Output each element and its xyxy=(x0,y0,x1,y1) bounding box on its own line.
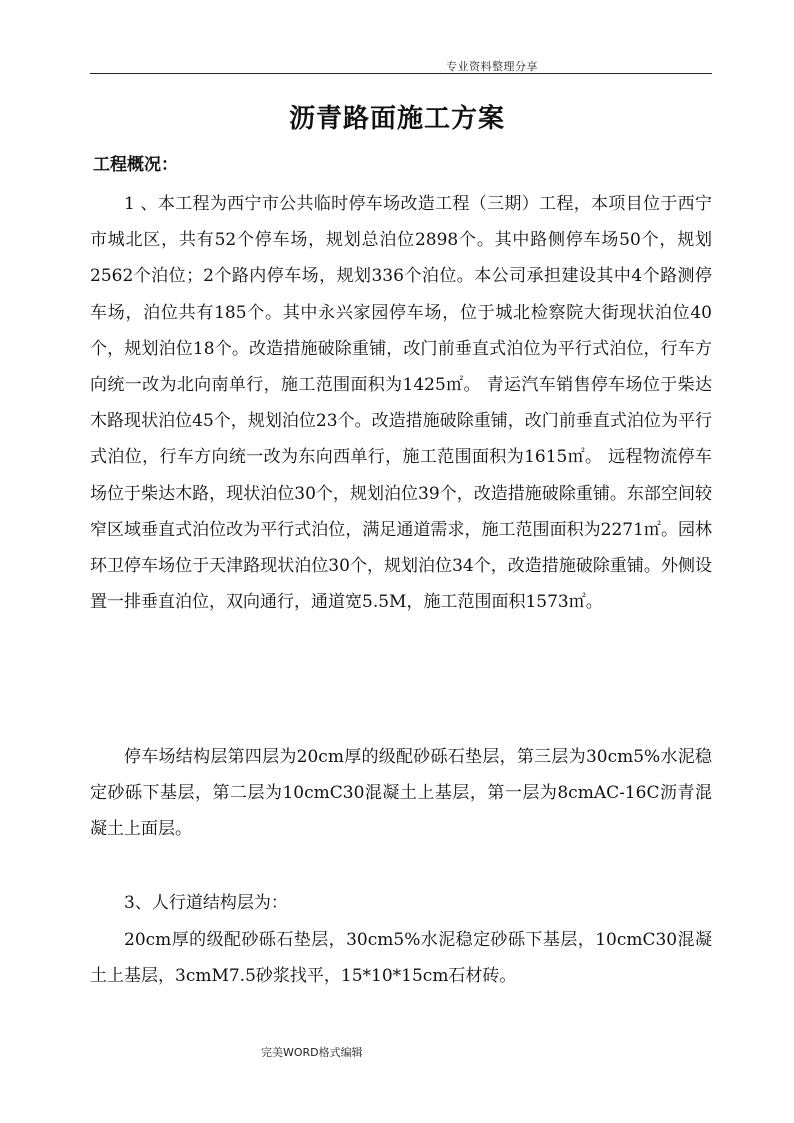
paragraph-parking-structure: 停车场结构层第四层为20cm厚的级配砂砾石垫层，第三层为30cm5%水泥稳定砂砾下基层，第二层为10cmC30混凝土上基层，第一层为8cmAC-16C沥青混凝土上面层。 xyxy=(90,747,712,840)
paragraph-sidewalk-structure: 20cm厚的级配砂砾石垫层，30cm5%水泥稳定砂砾下基层，10cmC30混凝土上基层，3cmM7.5砂浆找平，15*10*15cm石材砖。 xyxy=(90,930,712,987)
page-header-text: 专业资料整理分享 xyxy=(446,60,538,73)
section-heading: 工程概况： xyxy=(93,155,178,175)
paragraph-sidewalk-heading: 3、人行道结构层为： xyxy=(124,893,288,913)
paragraph-project-overview: 1 、本工程为西宁市公共临时停车场改造工程（三期）工程，本项目位于西宁市城北区，共有52个停车场，规划总泊位2898个。其中路侧停车场50个，规划2562个泊位；2个路内停车场，规划336个泊位。本公司承担建设其中4个路测停车场，泊位共有185个。其中永兴家园停车场，位于城北检察院大街现状泊位40个，规划泊位18个。改造措施破除重铺，改门前垂直式泊位为平行式泊位，行车方向统一改为北向南单行，施工范围面积为1425㎡。 青运汽车销售停车场位于柴达木路现状泊位45个，规划泊位23个。改造措施破除重铺，改门前垂直式泊位为平行式泊位，行车方向统一改为东向西单行，施工范围面积为1615㎡。 远程物流停车场位于柴达木路，现状泊位30个，规划泊位39个，改造措施破除重铺。东部空间较窄区域垂直式泊位改为平行式泊位，满足通道需求，施工范围面积为2271㎡。园林环卫停车场位于天津路现状泊位30个，规划泊位34个，改造措施破除重铺。外侧设置一排垂直泊位，双向通行，通道宽5.5M，施工范围面积1573㎡。 xyxy=(90,194,712,613)
document-title: 沥青路面施工方案 xyxy=(288,104,505,134)
header-divider xyxy=(90,73,712,74)
page-footer-text: 完美WORD格式编辑 xyxy=(261,1046,363,1059)
